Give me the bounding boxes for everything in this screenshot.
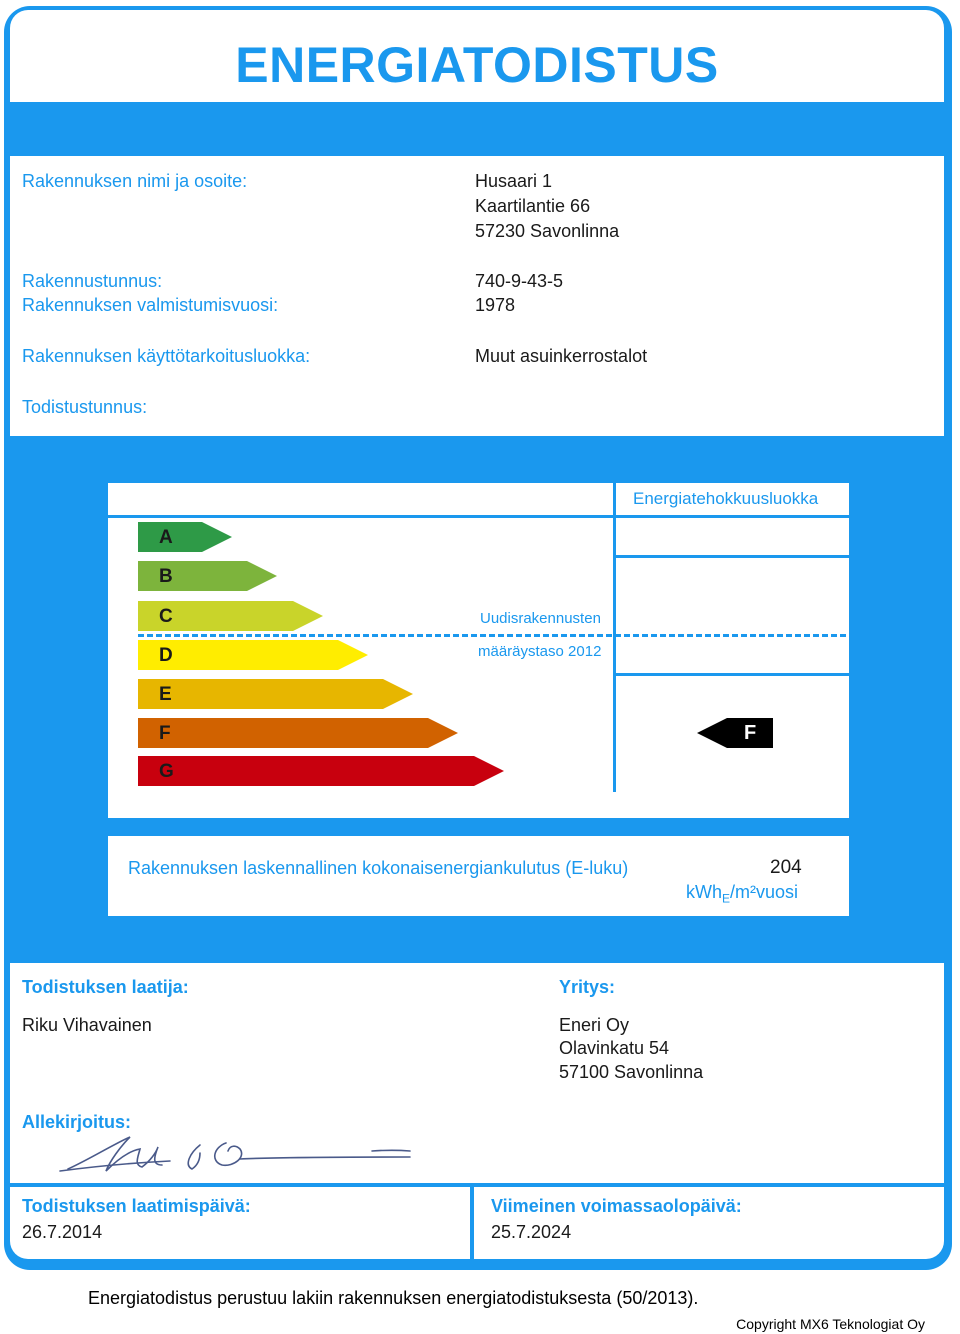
building-name-label: Rakennuksen nimi ja osoite:	[22, 171, 248, 191]
e-value-label: Rakennuksen laskennallinen kokonaisenergiankulutus (E-luku)	[128, 858, 629, 878]
chart-header-empty-cell	[108, 483, 613, 515]
building-address-line2: Kaartilantie 66	[475, 196, 591, 216]
building-year-label: Rakennuksen valmistumisvuosi:	[22, 295, 279, 315]
current-class-letter: F	[744, 722, 757, 744]
valid-date-panel	[474, 1187, 944, 1259]
author-label: Todistuksen laatija:	[22, 977, 189, 997]
law-reference-text: Energiatodistus perustuu lakiin rakennuksen energiatodistuksesta (50/2013).	[88, 1288, 699, 1308]
building-id-value: 740-9-43-5	[475, 271, 564, 291]
energy-bar-a-shape	[138, 522, 232, 552]
author-panel	[10, 963, 944, 1183]
building-info-panel	[10, 156, 944, 436]
energy-bar-g	[138, 756, 504, 786]
e-value-number: 204	[770, 857, 802, 878]
company-name: Eneri Oy	[559, 1015, 630, 1035]
energy-bar-f-label: F	[159, 723, 171, 744]
energy-bar-g-label: G	[159, 761, 174, 782]
chart-bottom-strip	[108, 792, 849, 818]
reference-level-label-line2: määräystaso 2012	[478, 643, 602, 660]
chart-header-cell	[616, 483, 849, 515]
reference-level-line	[138, 634, 846, 637]
current-class-marker	[697, 718, 773, 748]
energy-bar-e	[138, 679, 413, 709]
company-label: Yritys:	[559, 977, 616, 997]
building-usage-label: Rakennuksen käyttötarkoitusluokka:	[22, 346, 311, 366]
page-title: ENERGIATODISTUS	[235, 37, 719, 93]
energy-bar-e-shape	[138, 679, 413, 709]
building-address-line3: 57230 Savonlinna	[475, 221, 620, 241]
issued-date-panel	[10, 1187, 470, 1259]
issued-date-label: Todistuksen laatimispäivä:	[22, 1196, 251, 1216]
company-street: Olavinkatu 54	[559, 1038, 670, 1058]
valid-date-value: 25.7.2024	[491, 1222, 572, 1242]
energy-bar-d-label: D	[159, 645, 173, 666]
building-usage-value: Muut asuinkerrostalot	[475, 346, 648, 366]
current-class-marker-shape	[697, 718, 773, 748]
energy-bar-f-shape	[138, 718, 458, 748]
e-value-unit-subscript: E	[722, 891, 731, 906]
chart-right-cell	[616, 518, 849, 555]
building-year-value: 1978	[475, 295, 516, 315]
energy-bar-g-shape	[138, 756, 504, 786]
copyright-text: Copyright MX6 Teknologiat Oy	[736, 1316, 925, 1332]
title-panel	[10, 10, 944, 102]
certificate-id-label: Todistustunnus:	[22, 397, 148, 417]
e-value-unit-rest: /m²vuosi	[730, 882, 799, 902]
e-value-unit-main: kWh	[686, 882, 722, 902]
chart-right-cell	[616, 558, 849, 673]
signature-image	[50, 1131, 420, 1179]
energy-bar-b-label: B	[159, 566, 173, 587]
e-value-unit	[686, 882, 798, 906]
building-id-label: Rakennustunnus:	[22, 271, 163, 291]
energy-bar-e-label: E	[159, 684, 172, 705]
energy-bar-c-label: C	[159, 606, 173, 627]
energy-bar-a-label: A	[159, 527, 173, 548]
energy-bar-f	[138, 718, 458, 748]
signature-label: Allekirjoitus:	[22, 1112, 132, 1132]
energy-bar-a	[138, 522, 232, 552]
company-city: 57100 Savonlinna	[559, 1062, 704, 1082]
building-name-line1: Husaari 1	[475, 171, 553, 191]
energy-class-column-header: Energiatehokkuusluokka	[633, 489, 819, 508]
valid-date-label: Viimeinen voimassaolopäivä:	[491, 1196, 742, 1216]
reference-level-label-line1: Uudisrakennusten	[480, 610, 601, 627]
e-value-panel	[108, 836, 849, 916]
issued-date-value: 26.7.2014	[22, 1222, 103, 1242]
author-name: Riku Vihavainen	[22, 1015, 152, 1035]
